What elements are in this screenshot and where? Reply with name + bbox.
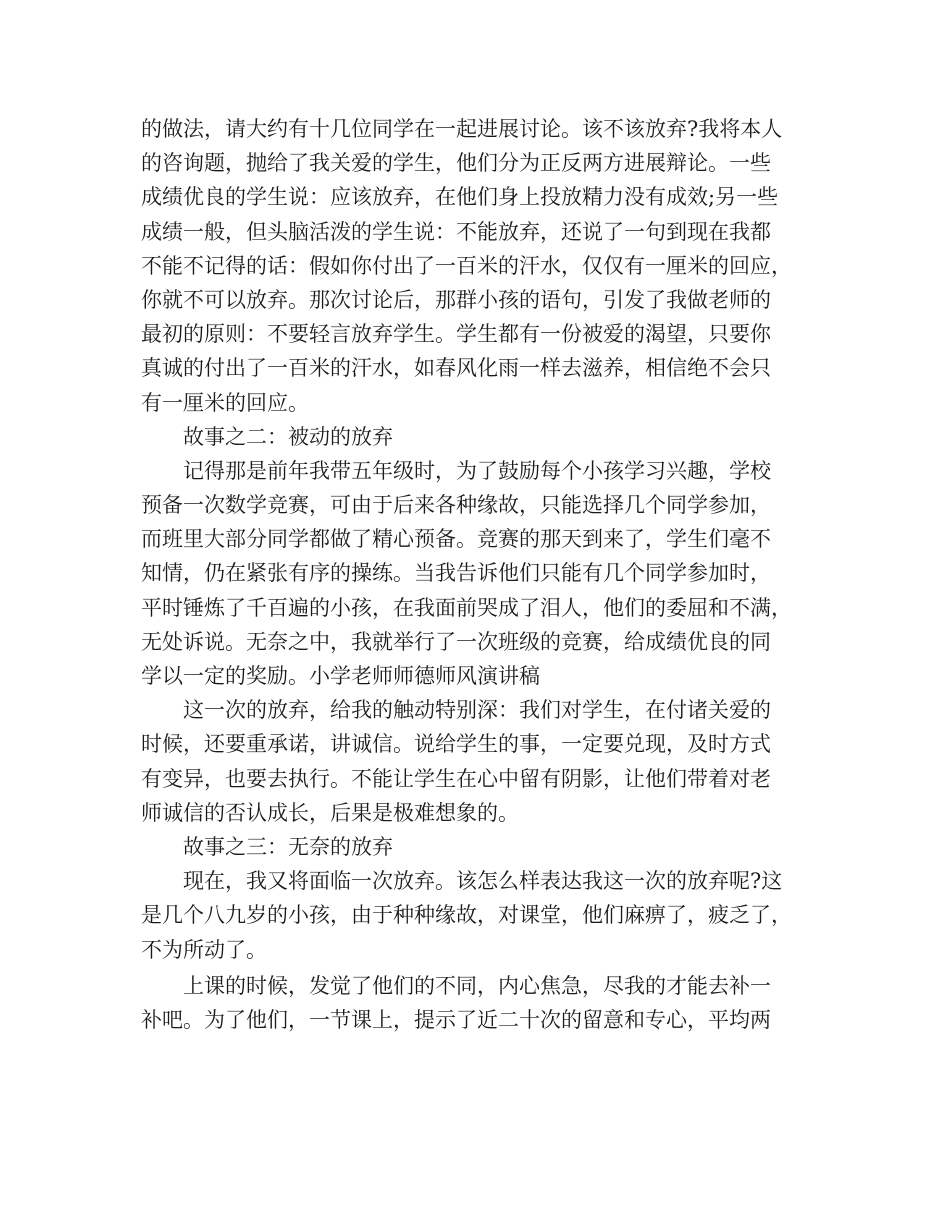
section-heading: 故事之三：无奈的放弃 <box>183 834 393 859</box>
text-line: 有一厘米的回应。 <box>141 390 309 415</box>
text-line: 而班里大部分同学都做了精心预备。竞赛的那天到来了，学生们毫不 <box>141 527 771 552</box>
section-heading: 故事之二：被动的放弃 <box>183 424 393 449</box>
document-body <box>141 112 811 1037</box>
text-line: 时候，还要重承诺，讲诚信。说给学生的事，一定要兑现，及时方式 <box>141 732 771 757</box>
text-line: 不能不记得的话：假如你付出了一百米的汗水，仅仅有一厘米的回应， <box>141 253 792 278</box>
text-line: 有变异，也要去执行。不能让学生在心中留有阴影，让他们带着对老 <box>141 766 771 791</box>
text-line: 师诚信的否认成长，后果是极难想象的。 <box>141 800 519 825</box>
text-line: 成绩一般，但头脑活泼的学生说：不能放弃，还说了一句到现在我都 <box>141 219 771 244</box>
text-line: 记得那是前年我带五年级时，为了鼓励每个小孩学习兴趣，学校 <box>183 458 771 483</box>
text-line: 你就不可以放弃。那次讨论后，那群小孩的语句，引发了我做老师的 <box>141 287 771 312</box>
text-line: 的咨询题，抛给了我关爱的学生，他们分为正反两方进展辩论。一些 <box>141 151 771 176</box>
text-line: 成绩优良的学生说：应该放弃，在他们身上投放精力没有成效;另一些 <box>141 185 779 210</box>
text-line: 不为所动了。 <box>141 937 267 962</box>
text-line: 补吧。为了他们，一节课上，提示了近二十次的留意和专心，平均两 <box>141 1007 771 1032</box>
text-line: 的做法，请大约有十几位同学在一起进展讨论。该不该放弃?我将本人 <box>141 117 783 141</box>
text-line: 真诚的付出了一百米的汗水，如春风化雨一样去滋养，相信绝不会只 <box>141 356 771 381</box>
text-line: 现在，我又将面临一次放弃。该怎么样表达我这一次的放弃呢?这 <box>183 869 783 894</box>
text-line: 平时锤炼了千百遍的小孩，在我面前哭成了泪人，他们的委屈和不满， <box>141 595 792 620</box>
text-line: 预备一次数学竞赛，可由于后来各种缘故，只能选择几个同学参加， <box>141 493 771 518</box>
text-line: 最初的原则：不要轻言放弃学生。学生都有一份被爱的渴望，只要你 <box>141 322 771 347</box>
text-line: 知情，仍在紧张有序的操练。当我告诉他们只能有几个同学参加时， <box>141 561 771 586</box>
text-line: 这一次的放弃，给我的触动特别深：我们对学生，在付诸关爱的 <box>183 698 771 723</box>
text-line: 上课的时候，发觉了他们的不同，内心焦急，尽我的才能去补一 <box>183 973 771 998</box>
text-line: 是几个八九岁的小孩，由于种种缘故，对课堂，他们麻痹了，疲乏了， <box>141 903 792 928</box>
text-line: 无处诉说。无奈之中，我就举行了一次班级的竞赛，给成绩优良的同 <box>141 629 771 654</box>
text-line: 学以一定的奖励。小学老师师德师风演讲稿 <box>141 664 540 688</box>
